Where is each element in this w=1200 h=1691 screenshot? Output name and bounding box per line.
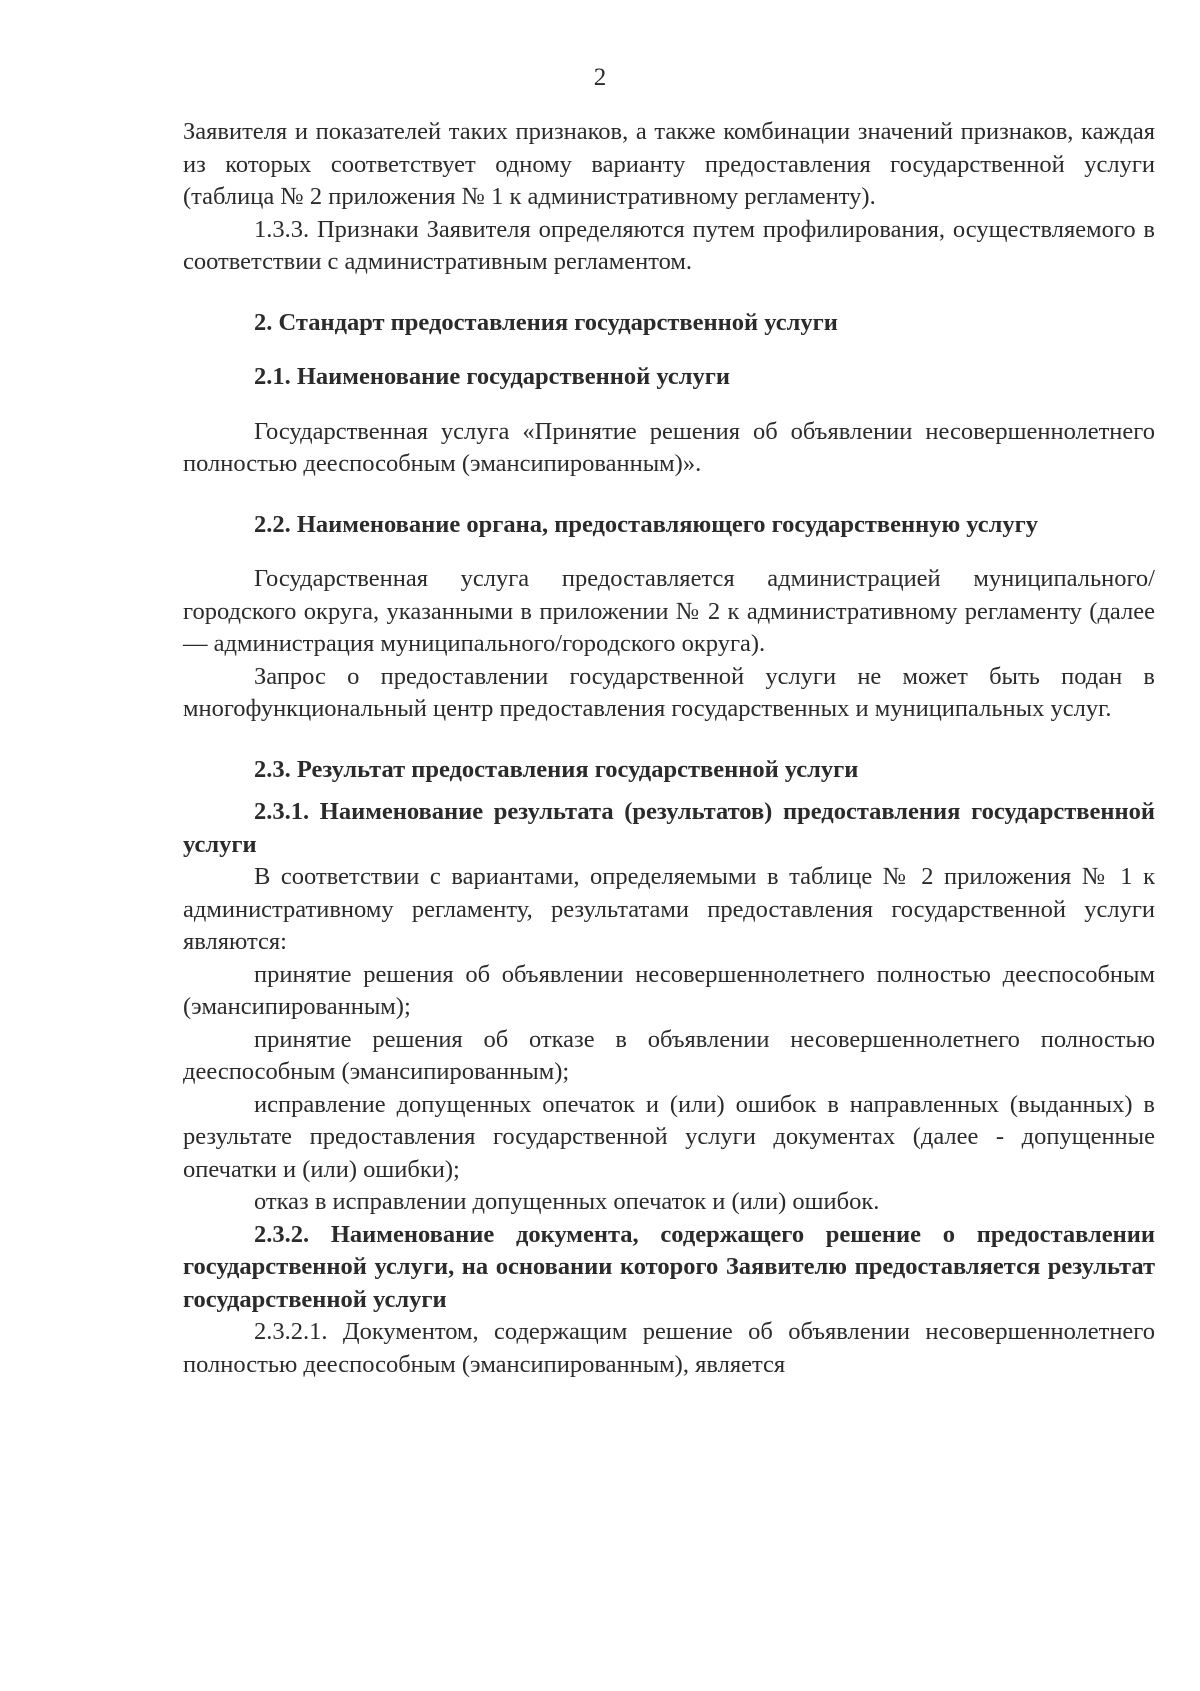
paragraph-results-intro: В соответствии с вариантами, определяемыми в таблице № 2 приложения № 1 к административному регламенту, результатами предоставления государственной услуги являются: <box>183 863 1155 955</box>
list-item-result-correction: исправление допущенных опечаток и (или) ошибок в направленных (выданных) в результате предоставления государственной услуги документах (далее - допущенные опечатки и (или) ошибки); <box>183 1090 1155 1183</box>
list-item-result-refusal: принятие решения об отказе в объявлении несовершеннолетнего полностью дееспособным (эмансипированным); <box>183 1025 1155 1085</box>
list-item-result-correction-refusal: отказ в исправлении допущенных опечаток и (или) ошибок. <box>254 1188 880 1215</box>
section-heading-2-1: 2.1. Наименование государственной услуги <box>254 363 730 390</box>
paragraph-applicant-signs: Заявителя и показателей таких признаков, а также комбинации значений признаков, каждая из которых соответствует одному варианту предоставления государственной услуги (таблица № 2 приложения № 1 к административному регламенту). <box>183 118 1155 210</box>
page-number: 2 <box>593 64 607 91</box>
section-heading-2-3-1: 2.3.1. Наименование результата (результатов) предоставления государственной услуги <box>183 798 1155 858</box>
paragraph-authority: Государственная услуга предоставляется администрацией муниципального/городского округа, указанными в приложении № 2 к административному регламенту (далее — администрация муниципального/городского округа). <box>183 565 1155 657</box>
section-heading-2-2: 2.2. Наименование органа, предоставляющего государственную услугу <box>254 510 1039 538</box>
section-heading-2: 2. Стандарт предоставления государственной услуги <box>254 308 838 336</box>
document-body <box>183 116 1155 1381</box>
paragraph-2-3-2-1: 2.3.2.1. Документом, содержащим решение об объявлении несовершеннолетнего полностью дееспособным (эмансипированным), является <box>183 1318 1155 1378</box>
list-item-result-decision: принятие решения об объявлении несовершеннолетнего полностью дееспособным (эмансипированным); <box>183 960 1155 1020</box>
section-heading-2-3-2: 2.3.2. Наименование документа, содержащего решение о предоставлении государственной услуги, на основании которого Заявителю предоставляется результат государственной услуги <box>183 1220 1155 1313</box>
paragraph-service-name: Государственная услуга «Принятие решения об объявлении несовершеннолетнего полностью дееспособным (эмансипированным)». <box>183 417 1155 477</box>
paragraph-mfc: Запрос о предоставлении государственной услуги не может быть подан в многофункциональный центр предоставления государственных и муниципальных услуг. <box>183 662 1155 722</box>
paragraph-1-3-3: 1.3.3. Признаки Заявителя определяются путем профилирования, осуществляемого в соответствии с административным регламентом. <box>183 215 1155 275</box>
section-heading-2-3: 2.3. Результат предоставления государственной услуги <box>254 755 859 783</box>
